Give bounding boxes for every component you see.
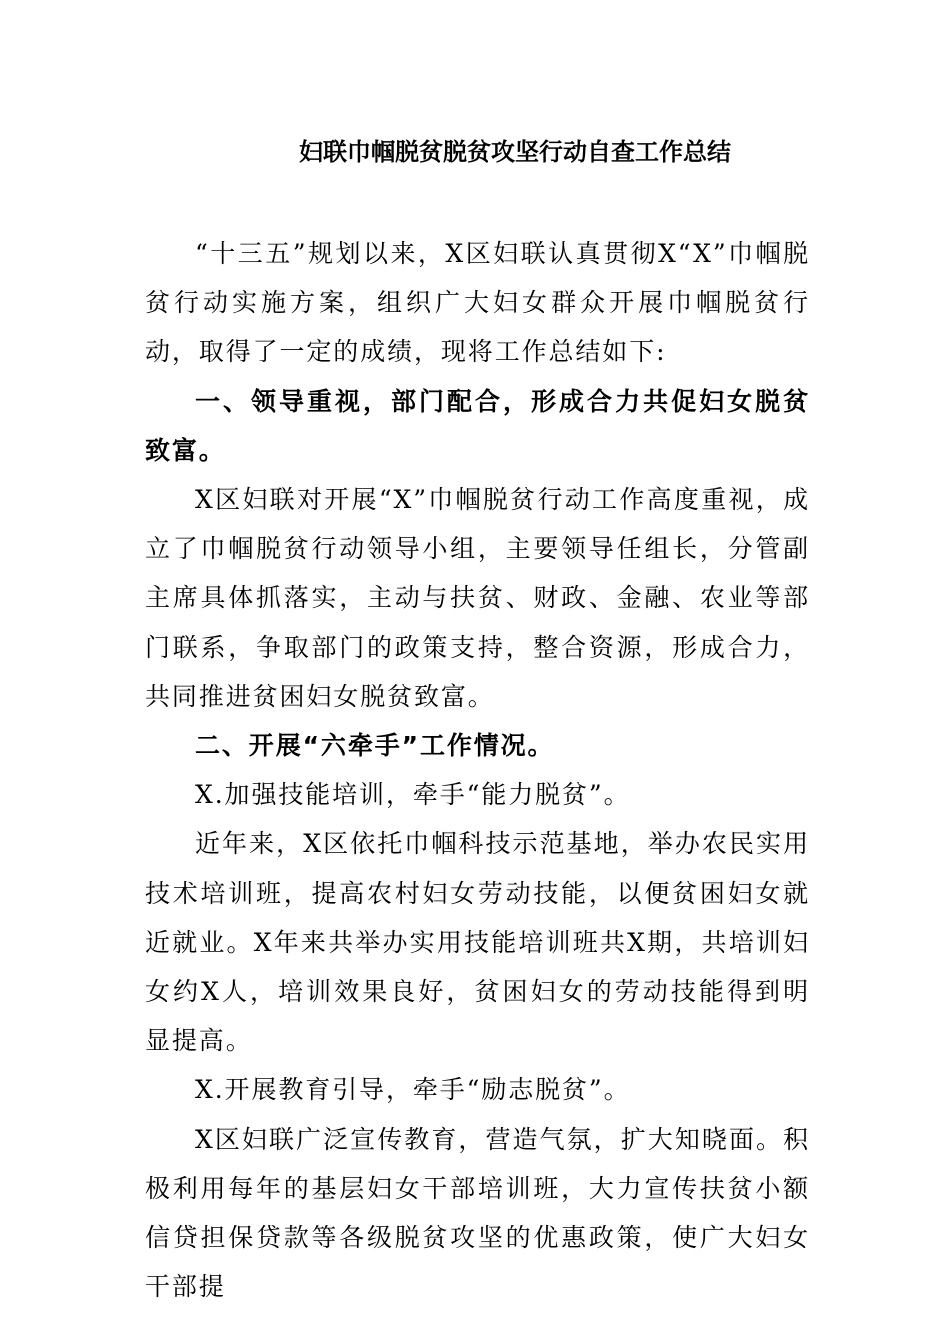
document-title: 妇联巾帼脱贫脱贫攻坚行动自查工作总结 xyxy=(299,138,731,166)
document-body xyxy=(145,229,810,1311)
paragraph-skills-training: 近年来，X区依托巾帼科技示范基地，举办农民实用技术培训班，提高农村妇女劳动技能，以便贫困妇女就近就业。X年来共举办实用技能培训班共X期，共培训妇女约X人，培训效果良好，贫困妇女的劳动技能得到明显提高。 xyxy=(145,829,810,1056)
paragraph-intro: “十三五”规划以来，X区妇联认真贯彻X“X”巾帼脱贫行动实施方案，组织广大妇女群众开展巾帼脱贫行动，取得了一定的成绩，现将工作总结如下: xyxy=(145,239,810,367)
subheading-education-guidance: X.开展教育引导，牵手“励志脱贫”。 xyxy=(195,1075,631,1105)
subheading-skills-training: X.加强技能培训，牵手“能力脱贫”。 xyxy=(195,780,631,810)
section-heading-1: 一、领导重视，部门配合，形成合力共促妇女脱贫致富。 xyxy=(145,386,810,465)
section-heading-2: 二、开展“六牵手”工作情况。 xyxy=(195,731,555,761)
paragraph-leadership: X区妇联对开展“X”巾帼脱贫行动工作高度重视，成立了巾帼脱贫行动领导小组，主要领导任组长，分管副主席具体抓落实，主动与扶贫、财政、金融、农业等部门联系，争取部门的政策支持，整合资源，形成合力，共同推进贫困妇女脱贫致富。 xyxy=(145,485,810,711)
paragraph-education-guidance: X区妇联广泛宣传教育，营造气氛，扩大知晓面。积极利用每年的基层妇女干部培训班，大力宣传扶贫小额信贷担保贷款等各级脱贫攻坚的优惠政策，使广大妇女干部提 xyxy=(145,1124,810,1302)
